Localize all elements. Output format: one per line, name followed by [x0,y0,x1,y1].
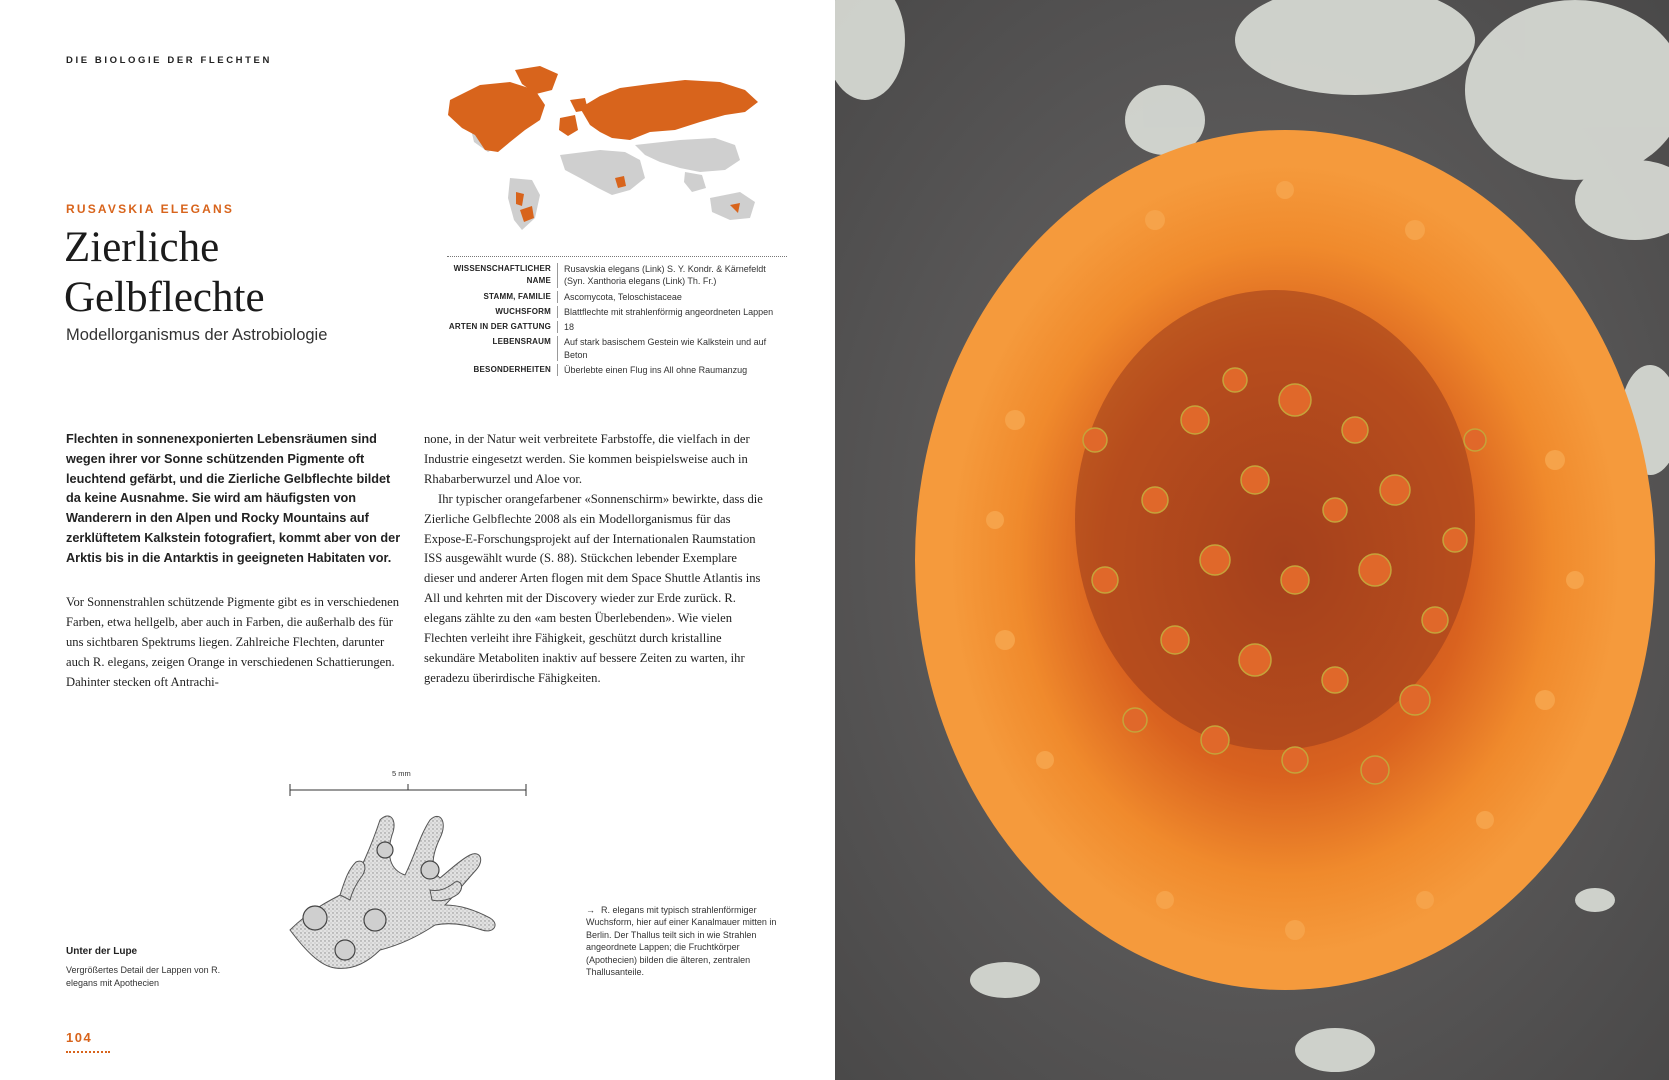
fact-label: ARTEN IN DER GATTUNG [448,322,551,332]
body-column-right [424,430,769,689]
page-subtitle: Modellorganismus der Astrobiologie [66,326,328,344]
photo-caption [586,904,781,978]
photo-caption-text: R. elegans mit typisch strahlenförmiger Wuchsform, hier auf einer Kanalmauer mitten in Berlin. Der Thallus teilt sich in wie Strahlen angeordnete Lappen; die Fruchtkörper (Apothecien) bilden die älteren, zentralen Thallusanteile. [586,905,777,978]
fact-label: STAMM, FAMILIE [483,291,551,301]
fact-value: Auf stark basischem Gestein wie Kalkstein und auf Beton [557,336,786,361]
scale-label: 5 mm [392,769,411,778]
fact-value: Ascomycota, Teloschistaceae [557,291,786,303]
facts-table [447,256,787,379]
title-line-1: Zierliche [64,224,220,271]
lichen-lobe-illustration [280,800,540,980]
fact-row [447,364,787,376]
page-title [64,223,424,323]
illustration-title: Unter der Lupe [66,946,138,957]
fact-value: Überlebte einen Flug ins All ohne Raumanzug [557,364,786,376]
orange-lichen-rosette [915,130,1655,990]
fact-label: WISSENSCHAFTLICHER NAME [453,264,551,286]
fact-label: WUCHSFORM [495,306,551,316]
arrow-right-icon: → [586,905,595,915]
fact-value: 18 [557,321,786,333]
body-column-left [66,593,404,693]
body-paragraph: Vor Sonnenstrahlen schützende Pigmente gibt es in verschiedenen Farben, etwa hellgelb, aber auch in Farben, die außerhalb des für uns sichtbaren Spektrums liegen. Zahlreiche Flechten, darunter auch R. elegans, zeigen Orange in verschiedenen Schattierungen. Dahinter stecken oft Antrachi- [66,595,400,689]
body-paragraph: Ihr typischer orangefarbener «Sonnenschirm» bewirkte, dass die Zierliche Gelbflechte 2008 als ein Modellorganismus für das Expose-E-Forschungsprojekt auf der Internationalen Raumstation ISS ausgewählt wurde (S. 88). Stückchen lebender Exemplare dieser und anderer Arten flogen mit dem Space Shuttle Atlantis ins All und kehrten mit der Discovery wieder zur Erde zurück. R. elegans zählte zu den «am besten Überlebenden». Wie vielen Flechten verleiht ihre Fähigkeit, geschützt durch kristalline sekundäre Metaboliten inaktiv auf bessere Zeiten zu warten, ihr geradezu überirdische Fähigkeiten. [424,491,763,685]
page-number-rule [66,1051,110,1053]
title-line-2: Gelbflechte [64,274,265,321]
illustration-caption: Vergrößertes Detail der Lappen von R. elegans mit Apothecien [66,965,221,988]
page-number: 104 [66,1030,93,1045]
lead-paragraph: Flechten in sonnenexponierten Lebensräumen sind wegen ihrer vor Sonne schützenden Pigmente oft leuchtend gefärbt, und die Zierliche Gelbflechte bildet da keine Ausnahme. Sie wird am häufigsten von Wanderern in den Alpen und Rocky Mountains auf zerklüftetem Kalkstein fotografiert, kommt aber von der Arktis bis in die Antarktis in geeigneten Habitaten vor. [66,432,401,565]
fact-value: Rusavskia elegans (Link) S. Y. Kondr. & Kärnefeldt (Syn. Xanthoria elegans (Link) Th. Fr.) [557,263,786,288]
fact-row [447,263,787,288]
body-paragraph: none, in der Natur weit verbreitete Farbstoffe, die vielfach in der Industrie eingesetzt werden. Sie kommen beispielsweise auch in Rhabarberwurzel und Aloe vor. [424,432,750,486]
map-land-base [470,125,755,230]
fact-row [447,321,787,333]
latin-name-heading: RUSAVSKIA ELEGANS [66,202,235,216]
lichen-photo [835,0,1669,1080]
fact-row [447,306,787,318]
fact-row [447,336,787,361]
running-head: DIE BIOLOGIE DER FLECHTEN [66,55,272,66]
distribution-map [440,60,770,235]
fact-value: Blattflechte mit strahlenförmig angeordneten Lappen [557,306,786,318]
fact-label: LEBENSRAUM [492,337,551,347]
fact-row [447,291,787,303]
fact-label: BESONDERHEITEN [473,365,551,375]
right-page [835,0,1669,1080]
